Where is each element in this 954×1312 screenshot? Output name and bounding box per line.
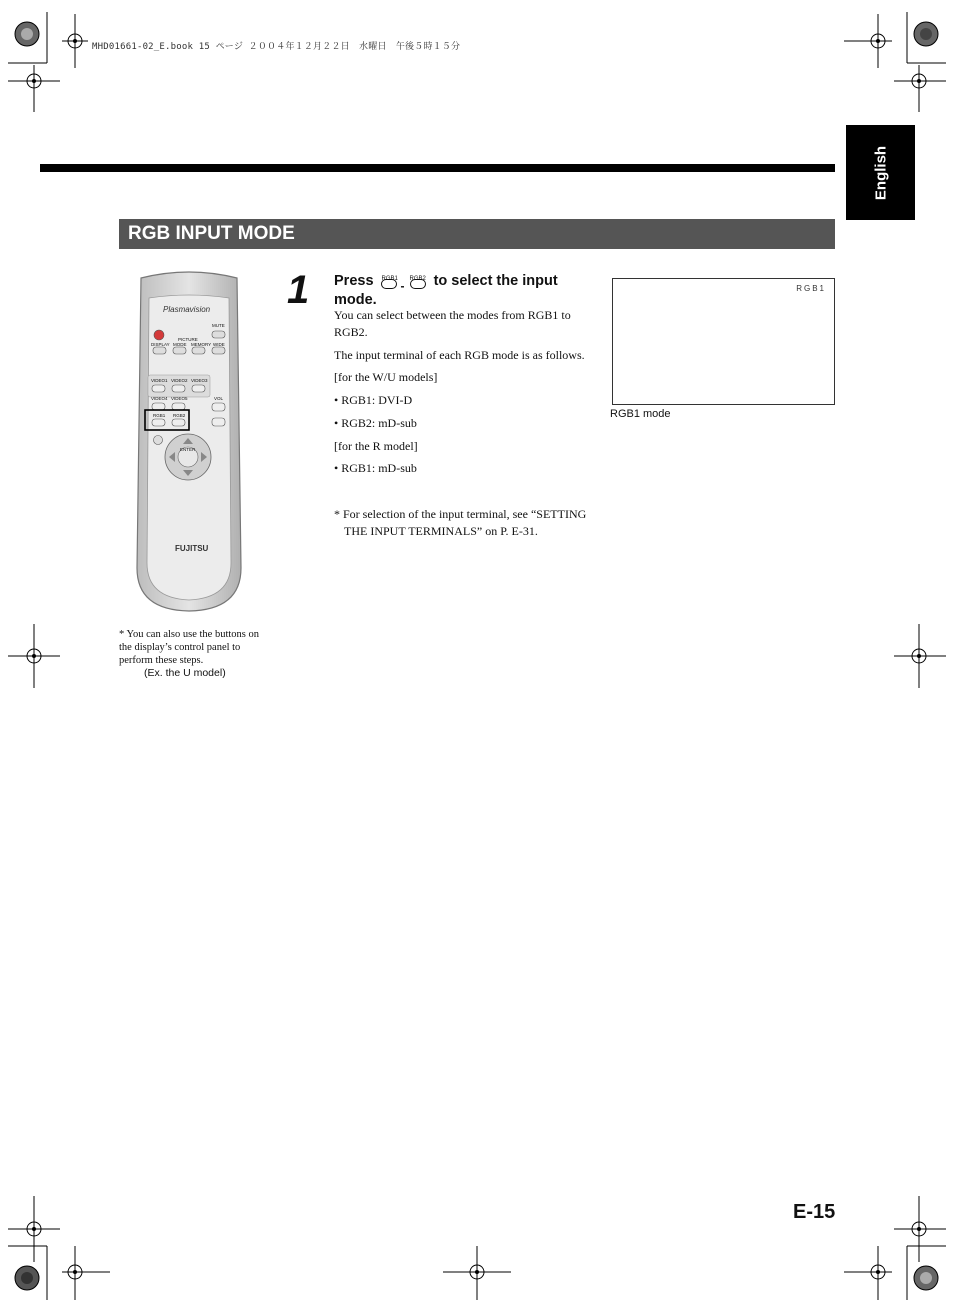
- remote-control-graphic: [135, 268, 243, 613]
- remote-label-video1: VIDEO1: [151, 378, 168, 383]
- remote-label-memory: MEMORY: [191, 342, 212, 347]
- remote-label-wide: WIDE: [213, 342, 225, 347]
- remote-illustration: [135, 268, 243, 613]
- remote-label-picture: PICTURE: [178, 337, 198, 342]
- screen-caption: RGB1 mode: [610, 408, 671, 420]
- remote-label-video4: VIDEO4: [151, 396, 168, 401]
- rgb-buttons-icon: [380, 271, 428, 293]
- file-header: MHD01661-02_E.book 15 ページ ２００４年１２月２２日 水曜日 午後５時１５分: [92, 42, 461, 52]
- wu-item-2: • RGB2: mD-sub: [334, 416, 417, 430]
- remote-label-mute: MUTE: [212, 323, 225, 328]
- step-instruction: [334, 271, 599, 310]
- step-number: 1: [287, 268, 310, 312]
- top-rule: [40, 164, 835, 172]
- press-word: Press: [334, 273, 374, 289]
- paragraph-2: The input terminal of each RGB mode is as follows.: [334, 348, 585, 362]
- remote-note: * You can also use the buttons on the display’s control panel to perform these steps.: [119, 629, 259, 666]
- remote-label-rgb1: RGB1: [153, 413, 166, 418]
- remote-label-video2: VIDEO2: [171, 378, 188, 383]
- remote-example: (Ex. the U model): [144, 667, 226, 679]
- terminal-note: * For selection of the input terminal, see “SETTING THE INPUT TERMINALS” on P. E-31.: [334, 507, 587, 538]
- section-title-bar: [119, 219, 835, 249]
- paragraph-1: You can select between the modes from RGB1 to RGB2.: [334, 308, 571, 339]
- section-title: RGB INPUT MODE: [128, 223, 295, 244]
- wu-item-1: • RGB1: DVI-D: [334, 393, 413, 407]
- remote-label-mode: MODE: [173, 342, 187, 347]
- remote-label-rgb2: RGB2: [173, 413, 186, 418]
- rgb1-button-label: RGB1: [381, 276, 398, 282]
- rgb2-button-icon: [410, 279, 426, 289]
- remote-label-video5: VIDEO5: [171, 396, 188, 401]
- remote-label-vol: VOL: [214, 396, 224, 401]
- remote-label-enter: ENTER: [180, 447, 196, 452]
- screen-display: [612, 278, 835, 405]
- rgb1-button-icon: [381, 279, 397, 289]
- wu-models-heading: [for the W/U models]: [334, 370, 438, 384]
- r-model-heading: [for the R model]: [334, 439, 418, 453]
- remote-brand-top: Plasmavision: [163, 305, 211, 314]
- remote-label-display: DISPLAY: [151, 342, 170, 347]
- rgb2-button-label: RGB2: [409, 276, 426, 282]
- range-dash: -: [400, 279, 405, 293]
- screen-osd-text: RGB1: [796, 284, 826, 293]
- language-tab-label: English: [872, 145, 889, 200]
- page-number: E-15: [793, 1201, 836, 1223]
- r-item-1: • RGB1: mD-sub: [334, 461, 417, 475]
- language-tab: [846, 125, 915, 220]
- remote-brand-bottom: FUJITSU: [175, 544, 209, 553]
- remote-label-video3: VIDEO3: [191, 378, 208, 383]
- instruction-rest: to select the input mode.: [334, 273, 558, 308]
